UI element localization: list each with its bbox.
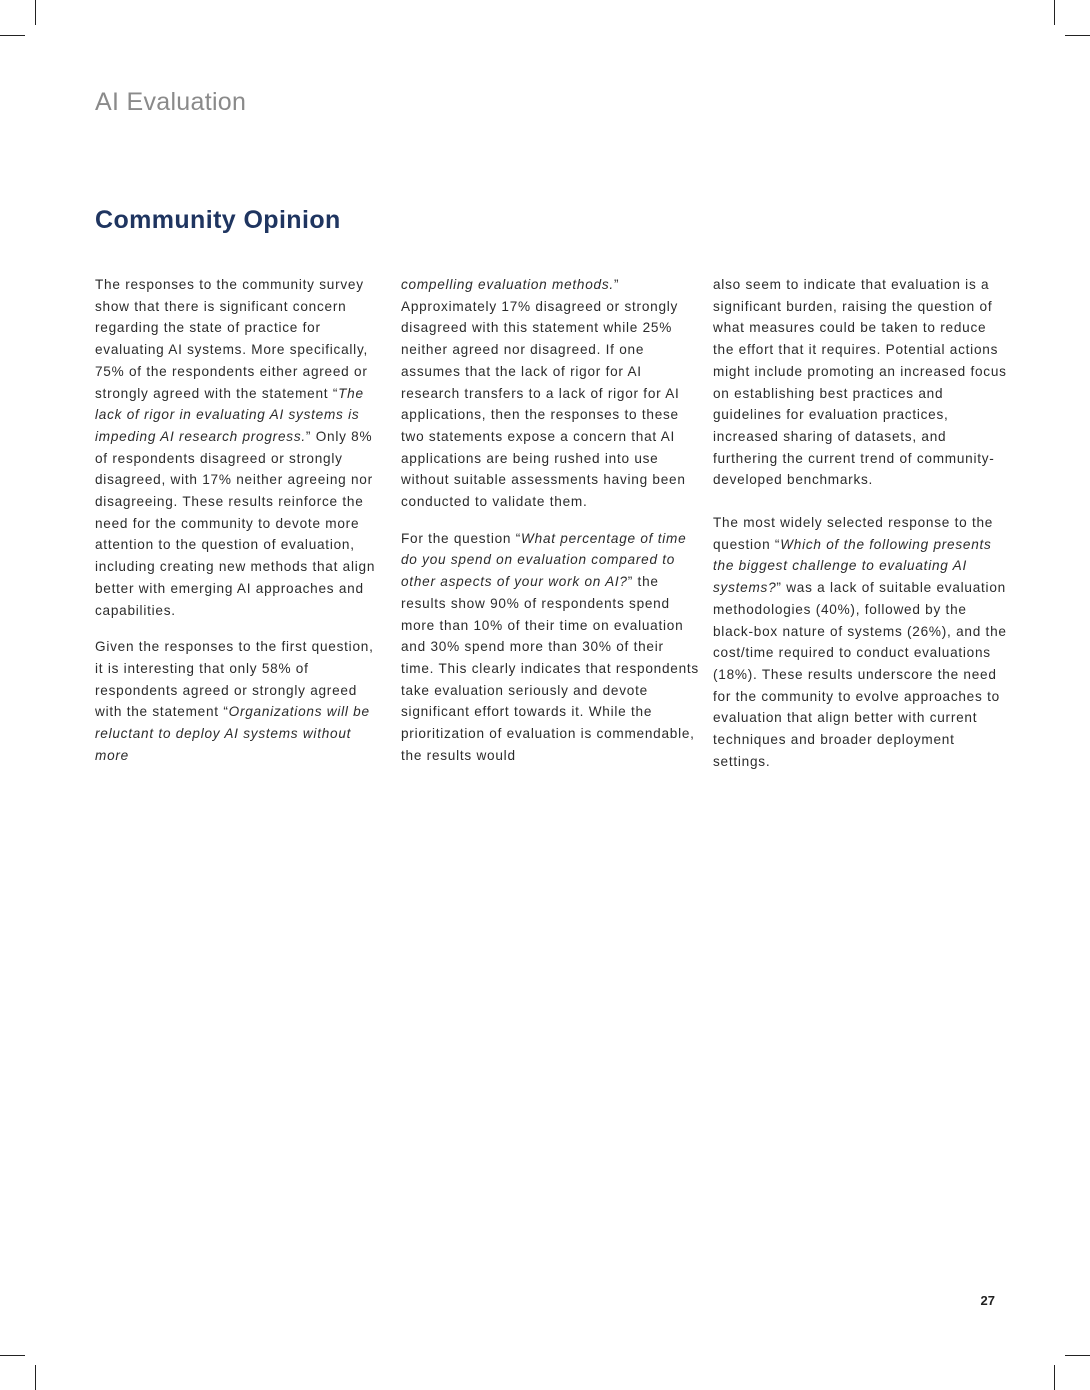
body-paragraph — [713, 512, 1008, 772]
body-paragraph — [95, 636, 385, 766]
crop-mark — [0, 1355, 25, 1356]
paragraph-text: ” Approximately 17% disagreed or strongly disagreed with this statement while 25% neither agreed nor disagreed. If one assumes that the lack of rigor for AI research transfers to a lack of rigor for AI applications, then the responses to these two statements expose a concern that AI applications are being rushed into use without suitable assessments having been conducted to validate them. — [401, 277, 686, 510]
crop-mark — [1054, 1365, 1055, 1390]
paragraph-text: The responses to the community survey show that there is significant concern regarding the state of practice for evaluating AI systems. More specifically, 75% of the respondents either agreed or strongly agreed with the statement “ — [95, 277, 369, 401]
paragraph-text: ” Only 8% of respondents disagreed or strongly disagreed, with 17% neither agreeing nor disagreeing. These results reinforce the need for the community to devote more attention to the question of evaluation, including creating new methods that align better with emerging AI approaches and capabilities. — [95, 428, 376, 618]
crop-mark — [0, 35, 25, 36]
crop-mark — [35, 0, 36, 25]
quoted-statement: What percentage of time do you spend on evaluation compared to other aspects of your work on AI? — [401, 530, 687, 590]
text-column-3 — [713, 274, 1008, 793]
paragraph-text: Given the responses to the first question, it is interesting that only 58% of respondents agreed or strongly agreed with the statement “ — [95, 639, 374, 720]
paragraph-text: ” was a lack of suitable evaluation methodologies (40%), followed by the black-box nature of systems (26%), and the cost/time required to conduct evaluations (18%). These results underscore the need for the community to evolve approaches to evaluation that align better with current techniques and broader deployment settings. — [713, 580, 1007, 769]
text-column-2 — [401, 274, 701, 781]
body-paragraph — [401, 528, 701, 767]
paragraph-text: For the question “ — [401, 530, 522, 546]
quoted-statement: Organizations will be reluctant to deploy AI systems without more — [95, 704, 370, 763]
text-column-1 — [95, 274, 385, 781]
crop-mark — [1065, 1355, 1090, 1356]
body-paragraph — [713, 274, 1008, 491]
quoted-statement: The lack of rigor in evaluating AI systems is impeding AI research progress. — [95, 385, 364, 444]
paragraph-text: ” the results show 90% of respondents spend more than 10% of their time on evaluation and 30% spend more than 30% of their time. This clearly indicates that respondents take evaluation seriously and devote significant effort towards it. While the prioritization of evaluation is commendable, the results would — [401, 574, 699, 763]
crop-mark — [1065, 35, 1090, 36]
paragraph-text: also seem to indicate that evaluation is a significant burden, raising the question of what measures could be taken to reduce the effort that it requires. Potential actions might include promoting an increased focus on establishing best practices and guidelines for evaluation practices, increased sharing of datasets, and furthering the current trend of community-developed benchmarks. — [713, 277, 1007, 488]
section-header: AI Evaluation — [95, 88, 247, 116]
body-paragraph — [95, 274, 385, 621]
quoted-statement: Which of the following presents the biggest challenge to evaluating AI systems? — [713, 536, 992, 596]
paragraph-text: The most widely selected response to the question “ — [713, 515, 994, 552]
page-number: 27 — [980, 1293, 995, 1308]
page-title: Community Opinion — [95, 206, 341, 234]
quoted-statement: compelling evaluation methods. — [401, 277, 614, 292]
body-paragraph — [401, 274, 701, 513]
crop-mark — [1054, 0, 1055, 25]
crop-mark — [35, 1365, 36, 1390]
